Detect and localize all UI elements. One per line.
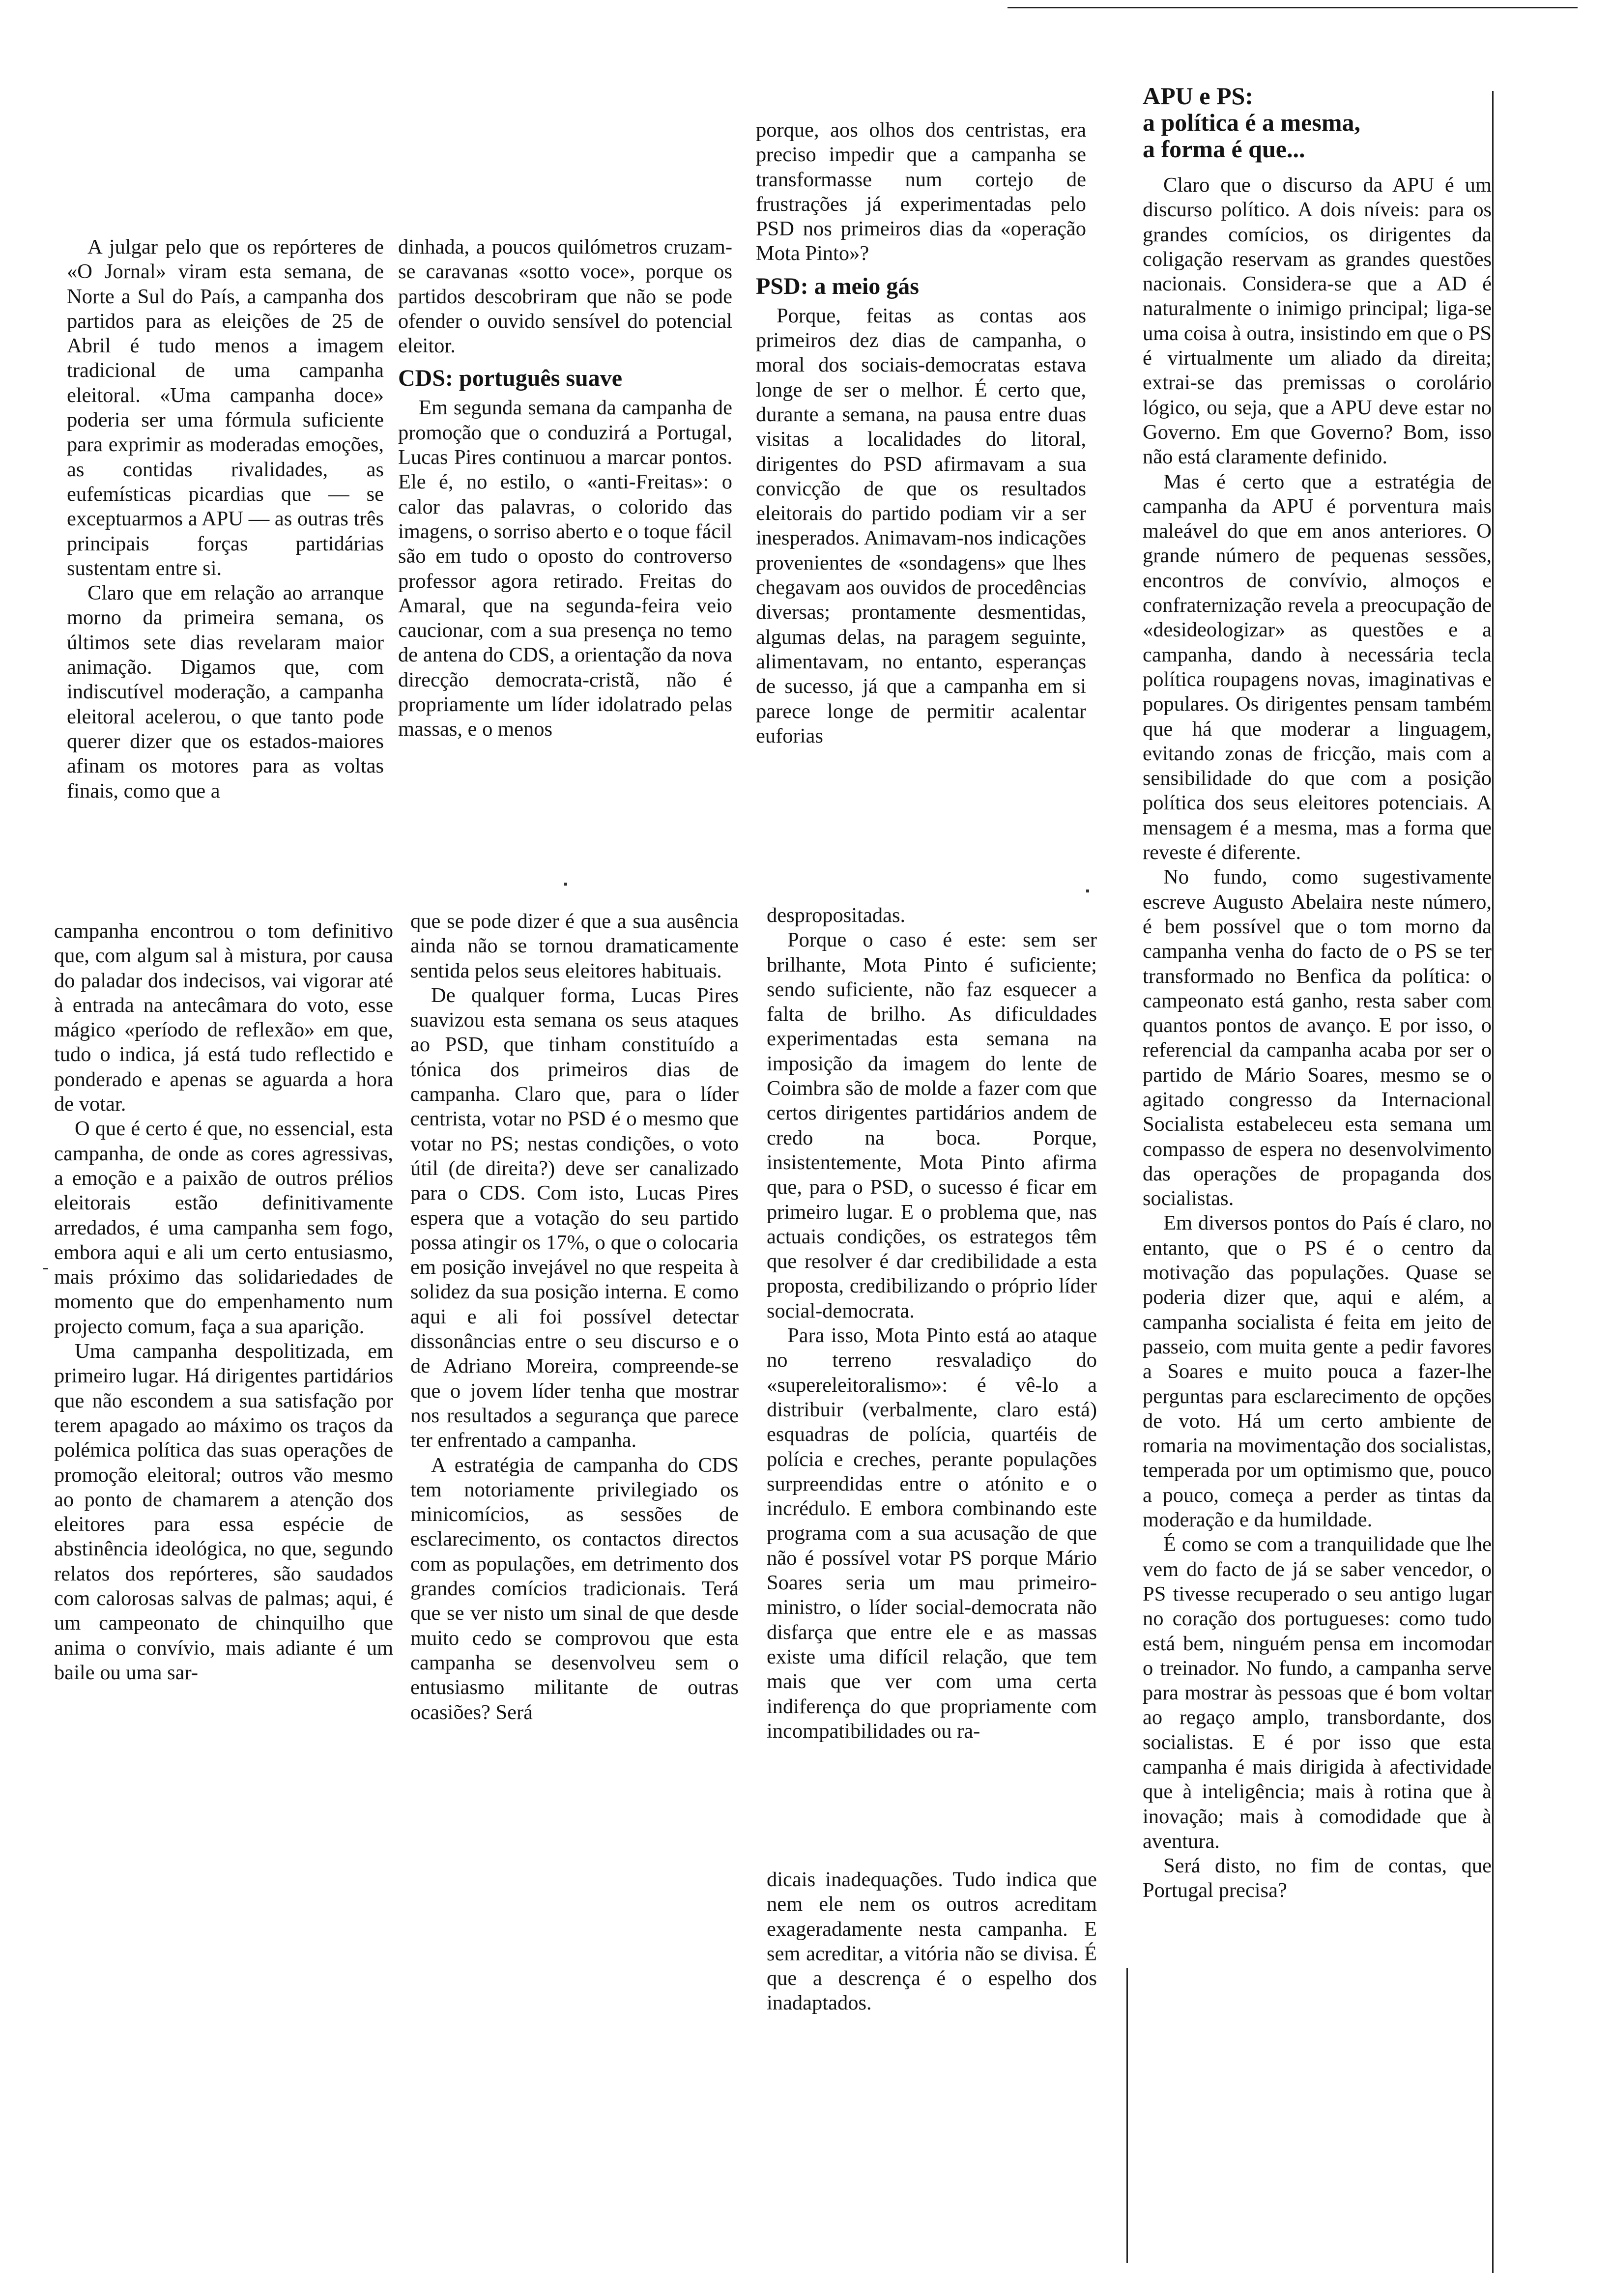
paragraph: dicais inadequações. Tudo indica que nem ele nem os outros acreditam exageradamente nesta campanha. E sem acreditar, a vitória não se divisa. É que a descrença é o espelho dos inadaptados.: [767, 1868, 1097, 2015]
paragraph: campanha encontrou o tom definitivo que, com algum sal à mistura, por causa do paladar dos indecisos, vai vigorar até à entrada na antecâmara do voto, esse mágico «período de reflexão» em que, tudo o indica, já está tudo reflectido e ponderado e apenas se aguarda a hora de votar.: [54, 919, 393, 1116]
paragraph: porque, aos olhos dos centristas, era preciso impedir que a campanha se transformasse num cortejo de frustrações já experimentadas pelo PSD nos primeiros dias da «operação Mota Pinto»?: [756, 118, 1086, 265]
paragraph: Será disto, no fim de contas, que Portugal precisa?: [1143, 1854, 1492, 1902]
column-4-apu-ps: [1143, 83, 1492, 1903]
column-3-bottom: [767, 1867, 1097, 2016]
heading-line: a política é a mesma,: [1143, 109, 1360, 136]
paragraph: Porque, feitas as contas aos primeiros dez dias de campanha, o moral dos sociais-democratas estava longe de ser o melhor. É certo que, durante a semana, na pausa entre duas visitas a localidades do litoral, dirigentes do PSD afirmavam a sua convicção de que os resultados eleitorais do partido podiam vir a ser inesperados. Animavam-nos indicações provenientes de «sondagens» que lhes chegavam aos ouvidos de procedências diversas; prontamente desmentidas, algumas delas, na paragem seguinte, alimentavam, no entanto, esperanças de sucesso, já que a campanha em si parece longe de permitir acalentar euforias: [756, 304, 1086, 747]
paragraph: Para isso, Mota Pinto está ao ataque no terreno resvaladiço do «supereleitoralismo»: é vê-lo a distribuir (verbalmente, claro está) esquadras de polícia, quartéis de polícia e creches, perante populações surpreendidas entre o atónito e o incrédulo. E embora combinando este programa com a sua acusação de que não é possível votar PS porque Mário Soares seria um mau primeiro-ministro, o líder social-democrata não disfarça que entre ele e as massas existe uma difícil relação, que tem mais que ver com uma certa indiferença do que propriamente com incompatibilidades ou ra-: [767, 1324, 1097, 1743]
section-heading-apu-ps: [1143, 83, 1492, 162]
paragraph: Mas é certo que a estratégia de campanha da APU é porventura mais maleável do que em anos anteriores. O grande número de pequenas sessões, encontros de convívio, almoços e confraternização revela a preocupação de «desideologizar» as questões e a campanha, dando à necessária tecla política roupagens novas, imaginativas e populares. Os dirigentes pensam também que há que moderar a linguagem, evitando zonas de fricção, mais com a sensibilidade do que com a posição política dos seus eleitores potenciais. A mensagem é a mesma, mas a forma que reveste é diferente.: [1143, 470, 1492, 864]
heading-line: APU e PS:: [1143, 82, 1253, 110]
paragraph: Uma campanha despolitizada, em primeiro lugar. Há dirigentes partidários que não escondem a sua satisfação por terem apagado ao máximo os traços da polémica política das suas operações de promoção eleitoral; outros vão mesmo ao ponto de chamarem a atenção dos eleitores para essa espécie de abstinência ideológica, no que, segundo relatos dos repórteres, são saudados com calorosas salvas de palmas; aqui, é um campeonato de chinquilho que anima o convívio, mais adiante é um baile ou uma sar-: [54, 1340, 393, 1684]
paragraph: O que é certo é que, no essencial, esta campanha, de onde as cores agressivas, a emoção e a paixão de outros prélios eleitorais estão definitivamente arredados, é uma campanha sem fogo, embora aqui e ali um certo entusiasmo, mais próximo das solidariedades de momento que do empenhamento num projecto comum, faça a sua aparição.: [54, 1117, 393, 1338]
section-heading-psd: PSD: a meio gás: [756, 273, 919, 299]
scan-mark: [43, 1268, 48, 1269]
paragraph: Claro que em relação ao arranque morno da primeira semana, os últimos sete dias revelaram maior animação. Digamos que, com indiscutível moderação, a campanha eleitoral acelerou, o que tanto pode querer dizer que os estados-maiores afinam os motores para as voltas finais, como que a: [67, 581, 384, 803]
paragraph: Claro que o discurso da APU é um discurso político. A dois níveis: para os grandes comícios, os dirigentes da coligação reservam as grandes questões nacionais. Considera-se que a AD é naturalmente o inimigo principal; liga-se uma coisa à outra, insistindo em que o PS é virtualmente um aliado da direita; extrai-se das premissas o corolário lógico, ou seja, que a APU deve estar no Governo. Em que Governo? Bom, isso não está claramente definido.: [1143, 173, 1492, 469]
column-1-lower: [54, 919, 393, 1685]
column-4-rule: [1492, 91, 1494, 2273]
scan-mark: [564, 883, 567, 886]
section-heading-cds: CDS: português suave: [398, 365, 623, 392]
column-2-lower: [410, 909, 739, 1725]
top-right-rule: [1008, 7, 1578, 8]
column-2-upper: [398, 235, 732, 742]
paragraph: despropositadas.: [767, 904, 906, 927]
heading-line: a forma é que...: [1143, 135, 1305, 163]
paragraph: Porque o caso é este: sem ser brilhante, Mota Pinto é suficiente; sendo suficiente, não faz esquecer a falta de brilho. As dificuldades experimentadas esta semana na imposição da imagem do lente de Coimbra são de molde a fazer com que certos dirigentes partidários andem de credo na boca. Porque, insistentemente, Mota Pinto afirma que, para o PSD, o sucesso é ficar em primeiro lugar. E o problema que, nas actuais condições, os estrategos têm que resolver é dar credibilidade a esta proposta, credibilizando o próprio líder social-democrata.: [767, 928, 1097, 1322]
column-3-bottom-rule: [1126, 1968, 1128, 2263]
column-3-lower: [767, 903, 1097, 1744]
column-3-upper: [756, 118, 1086, 748]
paragraph: Em segunda semana da campanha de promoção que o conduzirá a Portugal, Lucas Pires continuou a marcar pontos. Ele é, no estilo, o «anti-Freitas»: o calor das palavras, o colorido das imagens, o sorriso aberto e o toque fácil são em tudo o oposto do controverso professor agora retirado. Freitas do Amaral, que na segunda-feira veio caucionar, com a sua presença no temo de antena do CDS, a orientação da nova direcção democrata-cristã, não é propriamente um líder idolatrado pelas massas, e o menos: [398, 396, 732, 741]
paragraph: No fundo, como sugestivamente escreve Augusto Abelaira neste número, é bem possível que o tom morno da campanha venha do facto de o PS se ter transformado no Benfica da política: o campeonato está ganho, resta saber com quantos pontos de avanço. E por isso, o referencial da campanha acaba por ser o partido de Mário Soares, mesmo se o agitado congresso da Internacional Socialista estabeleceu esta semana um compasso de espera no desenvolvimento das operações de propaganda dos socialistas.: [1143, 865, 1492, 1210]
paragraph: É como se com a tranquilidade que lhe vem do facto de já se saber vencedor, o PS tivesse recuperado o seu antigo lugar no coração dos portugueses: como tudo está bem, ninguém pensa em incomodar o treinador. No fundo, a campanha serve para mostrar às pessoas que é bom voltar ao regaço amplo, transbordante, dos socialistas. E é por isso que esta campanha é mais dirigida à afectividade que à inteligência; mais à rotina que à inovação; mais à comodidade que à aventura.: [1143, 1533, 1492, 1853]
paragraph: A estratégia de campanha do CDS tem notoriamente privilegiado os minicomícios, as sessões de esclarecimento, os contactos directos com as populações, em detrimento dos grandes comícios tradicionais. Terá que se ver nisto um sinal de que desde muito cedo se comprovou que esta campanha se desenvolveu sem o entusiasmo militante de outras ocasiões? Será: [410, 1453, 739, 1724]
paragraph: Em diversos pontos do País é claro, no entanto, que o PS é o centro da motivação das populações. Quase se poderia dizer que, aqui e além, a campanha socialista é feita em jeito de passeio, com muita gente a pedir favores a Soares e muito pouca a fazer-lhe perguntas para esclarecimento de opções de voto. Há um certo ambiente de romaria na movimentação dos socialistas, temperada por um optimismo que, pouco a pouco, começa a perder as tintas da moderação e da humildade.: [1143, 1211, 1492, 1532]
paragraph: dinhada, a poucos quilómetros cruzam-se caravanas «sotto voce», porque os partidos descobriram que não se pode ofender o ouvido sensível do potencial eleitor.: [398, 235, 732, 358]
paragraph: De qualquer forma, Lucas Pires suavizou esta semana os seus ataques ao PSD, que tinham constituído a tónica dos primeiros dias de campanha. Claro que, para o líder centrista, votar no PSD é o mesmo que votar no PS; nestas condições, o voto útil (de direita?) deve ser canalizado para o CDS. Com isto, Lucas Pires espera que a votação do seu partido possa atingir os 17%, o que o colocaria em posição invejável no que respeita à solidez da sua posição interna. E como aqui e ali foi possível detectar dissonâncias entre o seu discurso e o de Adriano Moreira, compreende-se que o jovem líder tenha que mostrar nos resultados a segurança que parece ter enfrentado a campanha.: [410, 983, 739, 1452]
column-1-upper: [67, 235, 384, 804]
paragraph: A julgar pelo que os repórteres de «O Jornal» viram esta semana, de Norte a Sul do País, a campanha dos partidos para as eleições de 25 de Abril é tudo menos a imagem tradicional de uma campanha eleitoral. «Uma campanha doce» poderia ser uma fórmula suficiente para exprimir as moderadas emoções, as contidas rivalidades, as eufemísticas picardias que — se exceptuarmos a APU — as outras três principais forças partidárias sustentam entre si.: [67, 235, 384, 580]
scan-mark: [1086, 890, 1089, 892]
paragraph: que se pode dizer é que a sua ausência ainda não se tornou dramaticamente sentida pelos seus eleitores habituais.: [410, 910, 739, 982]
